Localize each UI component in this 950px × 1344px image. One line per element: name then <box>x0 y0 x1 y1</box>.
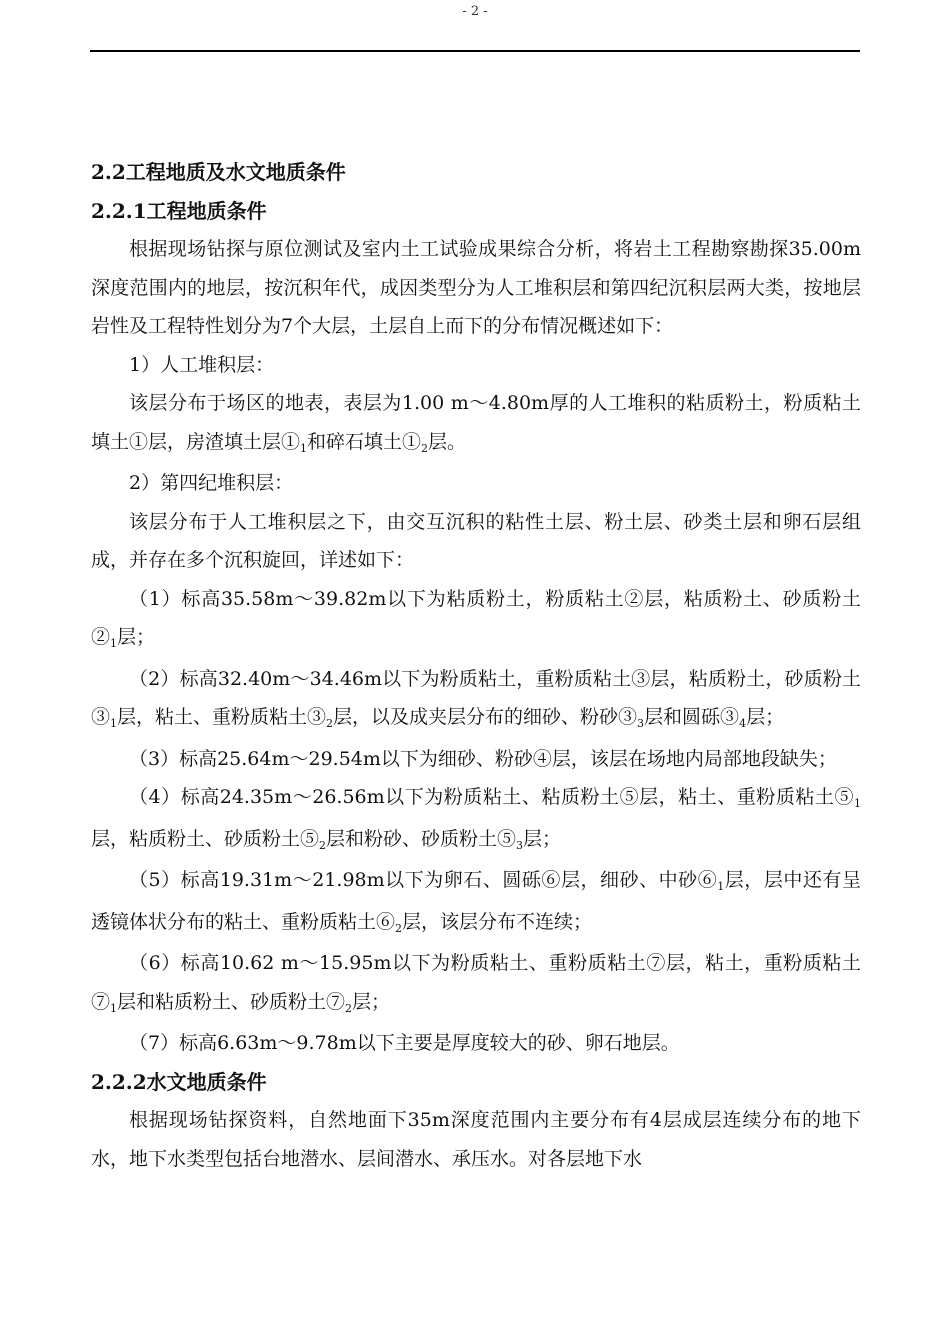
text-line: 根据现场钻探与原位测试及室内土工试验成果综合分析，将岩土工程勘察 <box>129 238 750 260</box>
subscript: 4 <box>739 717 747 730</box>
text-line: 层； <box>352 990 391 1013</box>
subscript: 3 <box>516 838 524 852</box>
text-line: 质粘土⑤ <box>775 786 854 808</box>
stratum-item-3 <box>91 740 861 779</box>
subscript: 2 <box>319 838 327 852</box>
artificial-layer-title: 1）人工堆积层： <box>129 353 275 376</box>
subscript: 3 <box>637 717 645 730</box>
stratum-item-5 <box>91 861 861 944</box>
header-rule <box>90 50 860 52</box>
text-line: 分布的地下水，地下水类型包括台地潜水、层间潜水、承压水。对各层地下水 <box>91 1109 861 1170</box>
hydro-paragraph <box>91 1101 861 1178</box>
text-line: 砂质粉土② <box>91 587 861 648</box>
subscript: 1 <box>853 797 861 810</box>
subscript: 1 <box>110 637 118 650</box>
text-line: 层，该层分布不连续； <box>402 910 593 933</box>
text-line: （6）标高10.62 m～15.95m以下为粉质粘土、重粉质粘土⑦层，粘土，重 <box>129 952 784 974</box>
subscript: 2 <box>421 441 429 455</box>
quaternary-layer-paragraph <box>91 503 861 580</box>
subscript: 2 <box>326 717 334 730</box>
subscript: 1 <box>717 880 725 893</box>
text-line: 粉质粘土填土①层，房渣填土层① <box>91 392 861 453</box>
text-line: 段缺失； <box>760 747 837 770</box>
text-line: （4）标高24.35m～26.56m以下为粉质粘土、粘质粉土⑤层，粘土、重粉 <box>129 786 776 808</box>
text-line: 层，以及成夹层分布的细砂、粉砂③ <box>333 706 638 728</box>
subscript: 1 <box>110 717 118 730</box>
text-line: （7）标高6.63m～9.78m以下主要是厚度较大的砂、卵石地层。 <box>129 1032 680 1054</box>
text-line: （5）标高19.31m～21.98m以下为卵石、圆砾⑥层，细砂、中砂⑥ <box>129 869 718 891</box>
document-body <box>91 153 861 1178</box>
subscript: 2 <box>395 921 403 935</box>
text-line: 中还有呈透镜体状分布的粘土、重粉质粘土⑥ <box>91 869 861 933</box>
text-line: 层，层 <box>724 869 784 891</box>
text-line: 层和粘质粉土、砂质粉土⑦ <box>117 990 346 1013</box>
section-heading-2-2-2: 2.2.2水文地质条件 <box>91 1069 267 1094</box>
text-line: 该层分布于人工堆积层之下，由交互沉积的粘性土层、粉土层、砂类土层 <box>129 510 763 533</box>
quaternary-layer-title: 2）第四纪堆积层： <box>129 472 294 494</box>
text-line: （3）标高25.64m～29.54m以下为细砂、粉砂④层，该层在场地内局部地 <box>129 747 761 770</box>
subscript: 1 <box>110 1001 118 1015</box>
intro-paragraph <box>91 230 861 346</box>
text-line: 根据现场钻探资料，自然地面下35m深度范围内主要分布有4层成层连续 <box>129 1109 763 1131</box>
stratum-item-4 <box>91 778 861 861</box>
text-line: 层和粉砂、砂质粉土⑤ <box>326 827 517 850</box>
text-line: 砂质粉土③ <box>91 667 861 728</box>
text-line: 层； <box>746 706 785 728</box>
section-heading-2-2: 2.2工程地质及水文地质条件 <box>91 160 346 184</box>
text-line: 层，粘土、重粉质粘土③ <box>117 706 327 728</box>
text-line: （2）标高32.40m～34.46m以下为粉质粘土，重粉质粘土③层，粘质粉土， <box>129 667 785 690</box>
text-line: 粉质粘土⑦ <box>91 952 861 1013</box>
text-line: 布情况概述如下： <box>521 315 674 337</box>
text-line: 和碎石填土① <box>307 430 422 453</box>
text-line: 层和圆砾③ <box>644 706 740 728</box>
text-line: 层； <box>523 827 562 850</box>
subscript: 1 <box>300 441 308 455</box>
text-line: 该层分布于场区的地表，表层为1.00 m～4.80m厚的人工堆积的粘质粉土， <box>129 392 784 414</box>
page-number: - 2 - <box>462 4 488 19</box>
text-line: 层，粘质粉土、砂质粉土⑤ <box>91 827 320 850</box>
text-line: 和卵石层组成，并存在多个沉积旋回，详述如下： <box>91 510 861 571</box>
text-line: 层。 <box>428 430 467 453</box>
stratum-item-7 <box>91 1024 861 1063</box>
stratum-item-1 <box>91 580 861 660</box>
section-heading-2-2-1: 2.2.1工程地质条件 <box>91 198 267 223</box>
text-line: （1）标高35.58m～39.82m以下为粘质粉土，粉质粘土②层，粘质粉土、 <box>129 587 783 610</box>
subscript: 2 <box>345 1001 353 1015</box>
stratum-item-6 <box>91 944 861 1024</box>
text-line: 勘探35.00m深度范围内的地层，按沉积年代，成因类型分为人工堆积层和第四 <box>91 238 861 299</box>
text-line: 层； <box>117 626 156 648</box>
artificial-layer-paragraph <box>91 384 861 464</box>
stratum-item-2 <box>91 660 861 740</box>
text-line: 纪沉积层两大类，按地层岩性及工程特性划分为7个大层，土层自上而下的分 <box>91 276 861 337</box>
